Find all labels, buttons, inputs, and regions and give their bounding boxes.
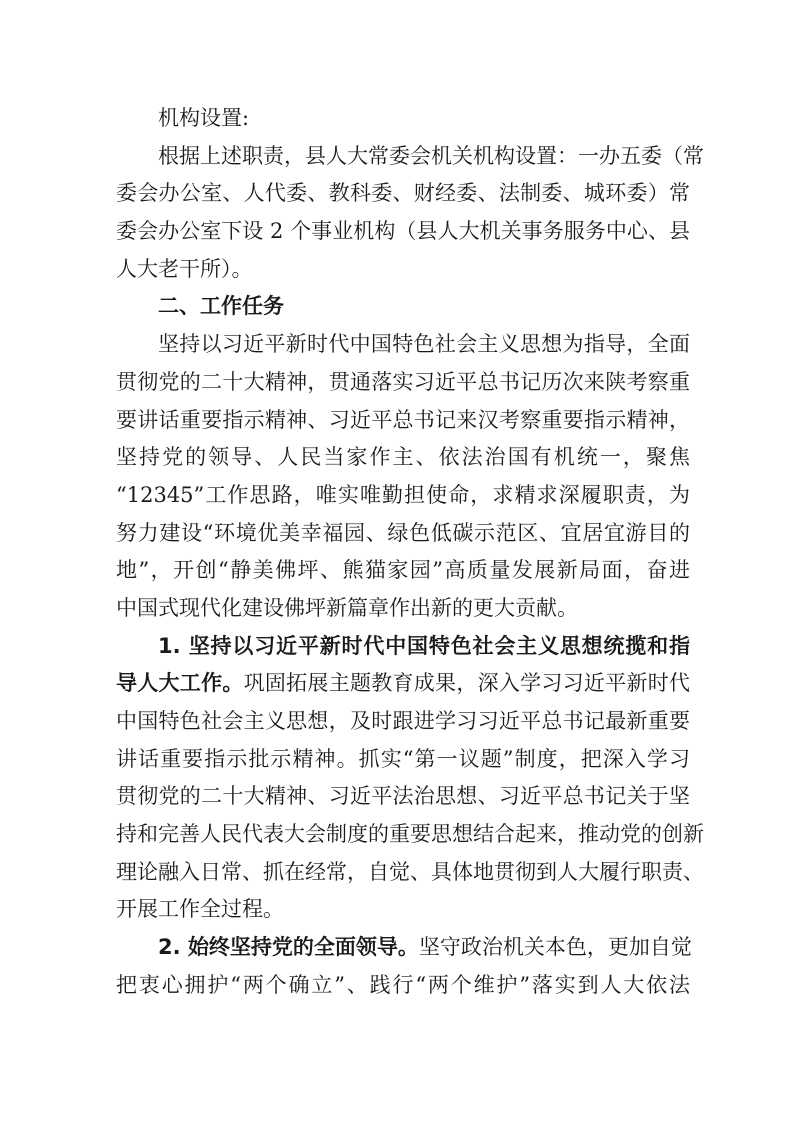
section-line-3: 要讲话重要指示精神、习近平总书记来汉考察重要指示精神， <box>116 407 690 432</box>
item1-line-6: 理论融入日常、抓在经常，自觉、具体地贯彻到人大履行职责、 <box>116 859 704 884</box>
section-heading: 二、工作任务 <box>158 294 284 319</box>
section-line-8: 中国式现代化建设佛坪新篇章作出新的更大贡献。 <box>116 595 578 620</box>
item1-line-1 <box>116 665 690 703</box>
section-line-2: 贯彻党的二十大精神，贯通落实习近平总书记历次来陕考察重 <box>116 369 690 394</box>
intro-line-1: 根据上述职责，县人大常委会机关机构设置：一办五委（常 <box>158 143 704 168</box>
intro-line-4: 人大老干所）。 <box>116 256 253 281</box>
item1-first-rest: 巩固拓展主题教育成果，深入学习习近平新时代 <box>243 671 691 696</box>
item1-bold-tail: 导人大工作。 <box>116 671 244 696</box>
item2-line-2: 把衷心拥护“两个确立”、践行“两个维护”落实到人大依法 <box>116 972 690 997</box>
intro-line-3: 委会办公室下设 2 个事业机构（县人大机关事务服务中心、县 <box>116 219 690 244</box>
item2-first-rest: 坚守政治机关本色，更加自觉 <box>418 935 692 960</box>
section-line-1: 坚持以习近平新时代中国特色社会主义思想为指导，全面 <box>158 332 690 357</box>
item1-bold-line: 1. 坚持以习近平新时代中国特色社会主义思想统揽和指 <box>158 633 690 658</box>
document-page <box>116 100 704 1005</box>
item1-line-2: 中国特色社会主义思想，及时跟进学习习近平总书记最新重要 <box>116 709 690 733</box>
section-line-6: 努力建设“环境优美幸福园、绿色低碳示范区、宜居宜游目的 <box>116 520 690 545</box>
item2-bold-head: 2. 始终坚持党的全面领导。 <box>158 935 419 960</box>
org-setup-label: 机构设置: <box>158 106 250 130</box>
item2-line-1 <box>116 929 690 967</box>
item1-line-7: 开展工作全过程。 <box>116 897 284 922</box>
item1-line-5: 持和完善人民代表大会制度的重要思想结合起来，推动党的创新 <box>116 822 704 847</box>
section-line-4: 坚持党的领导、人民当家作主、依法治国有机统一，聚焦 <box>116 445 690 470</box>
item1-line-4: 贯彻党的二十大精神、习近平法治思想、习近平总书记关于坚 <box>116 784 690 809</box>
section-line-7: 地”，开创“静美佛坪、熊猫家园”高质量发展新局面，奋进 <box>116 558 690 583</box>
intro-line-2: 委会办公室、人代委、教科委、财经委、法制委、城环委）常 <box>116 181 690 206</box>
section-line-5: “12345”工作思路，唯实唯勤担使命，求精求深履职责，为 <box>116 482 690 507</box>
item1-line-3: 讲话重要指示批示精神。抓实“第一议题”制度，把深入学习 <box>116 746 690 771</box>
